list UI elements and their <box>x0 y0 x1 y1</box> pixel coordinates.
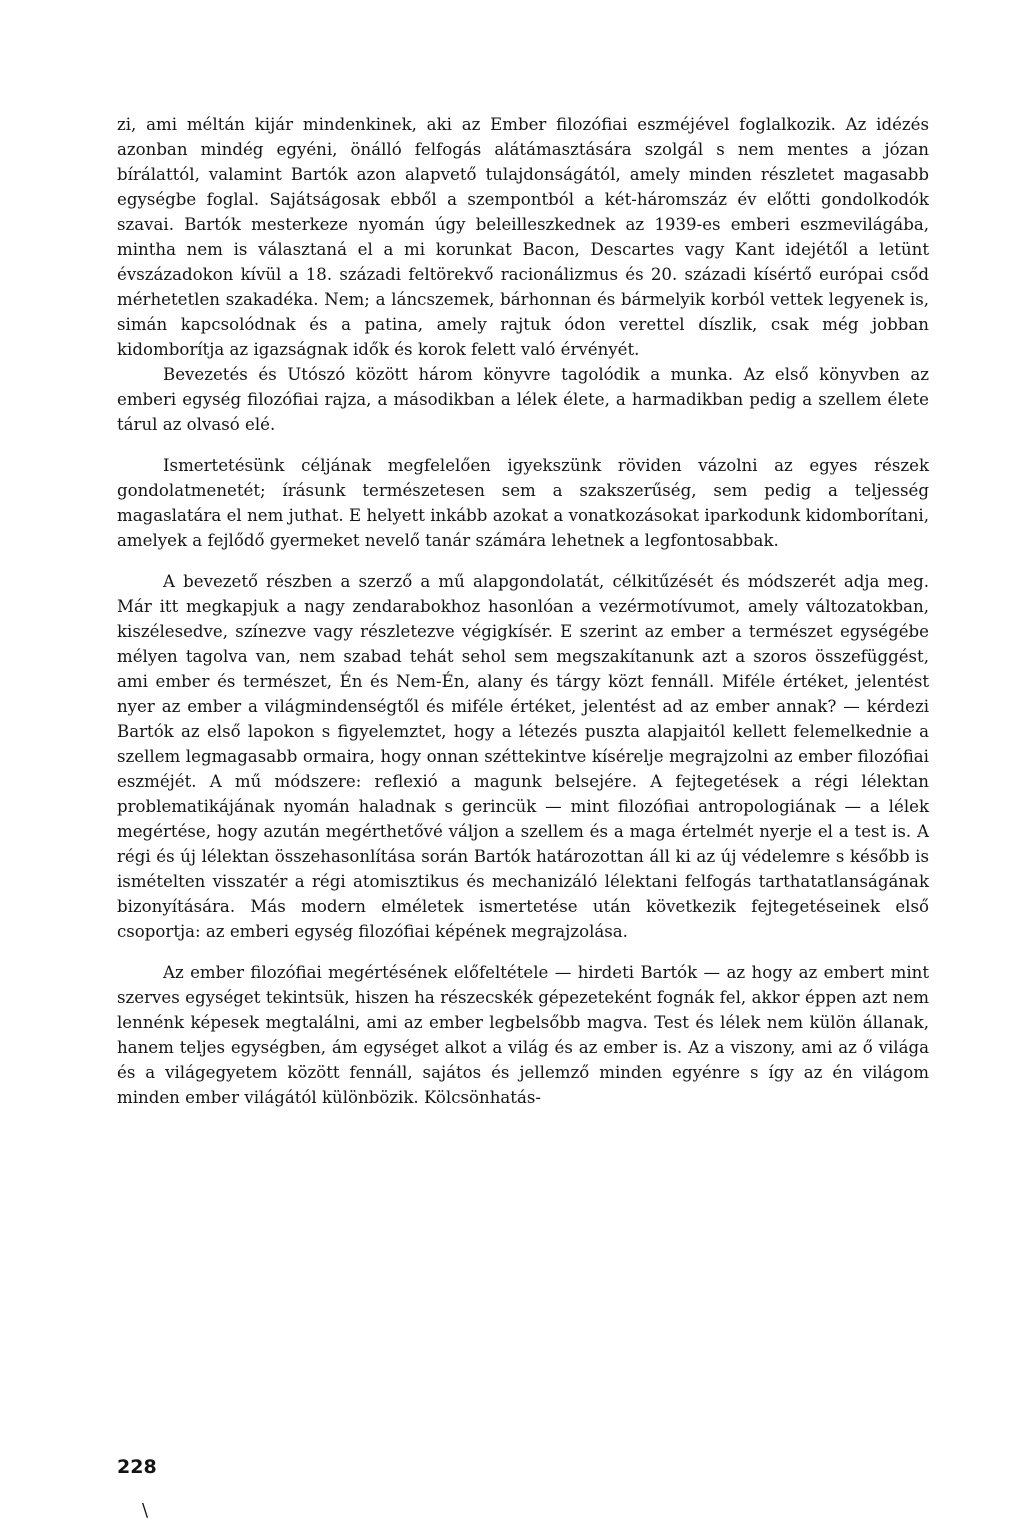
scan-mark: \ <box>142 1500 149 1521</box>
paragraph-5: Az ember filozófiai megértésének előfeltétele — hirdeti Bartók — az hogy az embert mint szerves egységet tekintsük, hiszen ha részecskék gépezeteként fognák fel, akkor éppen azt nem lennénk képesek megtalálni, ami az ember legbelsőbb magva. Test és lélek nem külön állanak, hanem teljes egységben, ám egységet alkot a világ és az ember is. Az a viszony, ami az ő világa és a világegyetem között fennáll, sajátos és jellemző minden egyénre s így az én világom minden ember világától különbözik. Kölcsönhatás- <box>117 963 929 1107</box>
paragraph-1: zi, ami méltán kijár mindenkinek, aki az Ember filozófiai eszméjével foglalkozik. Az idézés azonban mindég egyéni, önálló felfogás alátámasztására szolgál s nem mentes a józan bírálattól, valamint Bartók azon alapvető tulajdonságától, amely minden részletet magasabb egységbe foglal. Sajátságosak ebből a szempontból a két-háromszáz év előtti gondolkodók szavai. Bartók mesterkeze nyomán úgy beleilleszkednek az 1939-es emberi eszmevilágába, mintha nem is választaná el a mi korunkat Bacon, Descartes vagy Kant idejétől a letünt évszázadokon kívül a 18. századi feltörekvő racionálizmus és 20. századi kísértő európai csőd mérhetetlen szakadéka. Nem; a láncszemek, bárhonnan és bármelyik korból vettek legyenek is, simán kapcsolódnak és a patina, amely rajtuk ódon verettel díszlik, csak még jobban kidomborítja az igazságnak idők és korok felett való érvényét. <box>117 115 929 359</box>
text-column <box>117 112 929 1110</box>
page-number: 228 <box>117 1456 157 1478</box>
paragraph-4: A bevezető részben a szerző a mű alapgondolatát, célkitűzését és módszerét adja meg. Már itt megkapjuk a nagy zendarabokhoz hasonlóan a vezérmotívumot, amely változatokban, kiszélesedve, színezve vagy részletezve végigkísér. E szerint az ember a természet egységébe mélyen tagolva van, nem szabad tehát sehol sem megszakítanunk azt a szoros összefüggést, ami ember és természet, Én és Nem-Én, alany és tárgy közt fennáll. Miféle értéket, jelentést nyer az ember a világmindenségtől és miféle értéket, jelentést ad az ember annak? — kérdezi Bartók az első lapokon s figyelemztet, hogy a létezés puszta alapjaitól kellett felemelkednie a szellem legmagasabb ormaira, hogy onnan széttekintve kísérelje megrajzolni az ember filozófiai eszméjét. A mű módszere: reflexió a magunk belsejére. A fejtegetések a régi lélektan problematikájának nyomán haladnak s gerincük — mint filozófiai antropologiának — a lélek megértése, hogy azután megérthetővé váljon a szellem és a maga értelmét nyerje el a test is. A régi és új lélektan összehasonlítása során Bartók határozottan áll ki az új védelemre s később is ismételten visszatér a régi atomisztikus és mechanizáló lélektani felfogás tarthatatlanságának bizonyítására. Más modern elméletek ismertetése után következik fejtegetéseinek első csoportja: az emberi egység filozófiai képének megrajzolása. <box>117 572 929 941</box>
paragraph-3: Ismertetésünk céljának megfelelően igyekszünk röviden vázolni az egyes részek gondolatmenetét; írásunk természetesen sem a szakszerűség, sem pedig a teljesség magaslatára el nem juthat. E helyett inkább azokat a vonatkozásokat iparkodunk kidomborítani, amelyek a fejlődő gyermeket nevelő tanár számára lehetnek a legfontosabbak. <box>117 456 929 550</box>
paragraph-2: Bevezetés és Utószó között három könyvre tagolódik a munka. Az első könyvben az emberi egység filozófiai rajza, a másodikban a lélek élete, a harmadikban pedig a szellem élete tárul az olvasó elé. <box>117 365 929 434</box>
